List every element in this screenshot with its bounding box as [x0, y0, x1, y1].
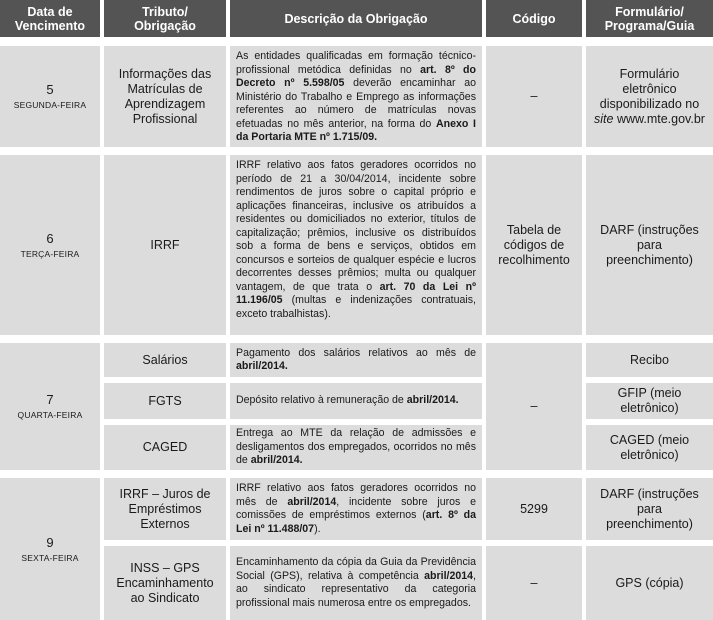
tributo-text: CAGED: [142, 440, 188, 454]
tributo-cell: [104, 343, 226, 377]
weekday: TERÇA-FEIRA: [20, 248, 80, 259]
formulario-text: Recibo: [630, 352, 669, 367]
formulario-italic: site: [594, 111, 614, 126]
formulario-text: GFIP (meio eletrônico): [617, 386, 682, 415]
tributo-cell: [104, 546, 226, 620]
tributo-text: INSS – GPS Encaminhamento ao Sindicato: [116, 560, 214, 605]
formulario-cell: [586, 478, 713, 540]
formulario-cell: [586, 46, 713, 147]
formulario-text: DARF (instruções para preenchimento): [600, 222, 699, 267]
descricao-run: IRRF relativo aos fatos geradores ocorridos no mês de: [236, 482, 476, 508]
descricao-text: [236, 427, 476, 468]
descricao-cell: [230, 546, 482, 620]
descricao-cell: [230, 155, 482, 335]
date-cell: [0, 46, 100, 147]
descricao-cell: [230, 343, 482, 377]
tributo-cell: [104, 383, 226, 419]
codigo-text: 5299: [520, 501, 548, 516]
descricao-bold-run: abril/2014: [287, 495, 337, 508]
date-cell: [0, 343, 100, 470]
date-number: 6: [46, 230, 54, 246]
codigo-text: –: [530, 89, 538, 103]
formulario-text: [592, 67, 707, 127]
date-cell: [0, 478, 100, 620]
date-number: 9: [46, 534, 54, 550]
weekday: SEGUNDA-FEIRA: [13, 100, 87, 110]
descricao-bold-run: Anexo I da Portaria MTE nº 1.715/09.: [236, 117, 476, 143]
header-line: Data de: [27, 4, 73, 19]
header-codigo: [486, 0, 582, 37]
tributo-text: FGTS: [148, 393, 182, 408]
header-line: Programa/Guia: [604, 18, 695, 33]
formulario-part: www.mte.gov.br: [613, 111, 705, 126]
tributo-cell: [104, 478, 226, 540]
descricao-bold-run: art. 8º da Lei nº 11.488/07: [236, 509, 476, 535]
header-line: Formulário/: [615, 4, 684, 19]
codigo-cell: [486, 155, 582, 335]
codigo-cell: [486, 343, 582, 470]
tributo-text: Salários: [142, 352, 188, 367]
tributo-text: Informações das Matrículas de Aprendizagem Profissional: [118, 66, 212, 126]
header-line: Código: [512, 11, 556, 26]
descricao-run: As entidades qualificadas em formação técnico-profissional metódica definidas no: [236, 50, 476, 76]
descricao-bold-run: abril/2014.: [236, 360, 288, 372]
formulario-text: DARF (instruções para preenchimento): [600, 486, 699, 531]
tributo-text: IRRF – Juros de Empréstimos Externos: [119, 486, 211, 531]
descricao-run: ).: [314, 522, 321, 535]
codigo-cell: [486, 478, 582, 540]
descricao-run: IRRF relativo aos fatos geradores ocorridos no período de 21 a 30/04/2014, incidente sobre rendimentos de juros sobre o capital próprio e aplicações financeiras, inclusive os atribuídos a residentes ou domiciliados no exterior, títulos de capitalização; prêmios, inclusive os distribuídos sob a forma de bens e serviços, obtidos em concursos e sorteios de qualquer espécie e lucros decorrentes desses prêmios; multa ou qualquer vantagem, de que trata o: [236, 159, 476, 293]
header-descricao: [230, 0, 482, 37]
descricao-run: Depósito relativo à remuneração de: [236, 394, 407, 407]
descricao-run: Entrega ao MTE da relação de admissões e desligamentos dos empregados, ocorridos no mês de: [236, 427, 476, 467]
header-line: Descrição da Obrigação: [284, 11, 428, 26]
codigo-text: –: [530, 575, 538, 590]
header-formulario: [586, 0, 713, 37]
formulario-cell: [586, 425, 713, 470]
header-line: Obrigação: [134, 18, 196, 33]
header-data-vencimento: [0, 0, 100, 37]
descricao-run: Pagamento dos salários relativos ao mês de: [236, 346, 476, 359]
descricao-run: (multas e indenizações contratuais, exceto trabalhistas).: [236, 294, 476, 320]
descricao-bold-run: abril/2014.: [250, 454, 303, 467]
descricao-text: [236, 394, 459, 408]
codigo-cell: [486, 546, 582, 620]
descricao-text: [236, 159, 476, 321]
header-line: Tributo/: [142, 4, 188, 19]
formulario-cell: [586, 155, 713, 335]
formulario-cell: [586, 546, 713, 620]
tributo-cell: [104, 425, 226, 470]
date-number: 5: [46, 82, 54, 97]
date-cell: [0, 155, 100, 335]
weekday: QUARTA-FEIRA: [17, 410, 83, 420]
descricao-run: , incidente sobre juros e comissões de empréstimos externos (: [236, 495, 477, 521]
descricao-cell: [230, 46, 482, 147]
weekday: SEXTA-FEIRA: [21, 552, 79, 563]
tributo-cell: [104, 155, 226, 335]
formulario-text: CAGED (meio eletrônico): [609, 432, 690, 462]
descricao-bold-run: art. 70 da Lei nº 11.196/05: [236, 280, 476, 306]
descricao-bold-run: art. 8º do Decreto nº 5.598/05: [236, 63, 476, 89]
codigo-cell: [486, 46, 582, 147]
descricao-bold-run: abril/2014.: [406, 394, 459, 407]
descricao-bold-run: abril/2014: [424, 569, 474, 582]
formulario-cell: [586, 343, 713, 377]
formulario-text: GPS (cópia): [615, 575, 684, 590]
header-line: Vencimento: [14, 18, 86, 33]
descricao-text: [236, 347, 476, 374]
descricao-text: [236, 50, 476, 145]
descricao-run: deverão encaminhar ao Ministério do Trabalho e Emprego as informações referentes ao número de matrículas novas efetuadas no mês anterior, na forma do: [236, 77, 476, 130]
descricao-run: , ao sindicato representativo da categoria profissional mais numerosa entre os empregados.: [236, 569, 476, 609]
descricao-cell: [230, 383, 482, 419]
descricao-cell: [230, 478, 482, 540]
codigo-text: Tabela de códigos de recolhimento: [498, 222, 570, 267]
tributo-text: IRRF: [150, 237, 180, 252]
descricao-run: Encaminhamento da cópia da Guia da Previdência Social (GPS), relativa à competência: [236, 556, 476, 582]
descricao-text: [236, 482, 476, 536]
codigo-text: –: [530, 399, 538, 413]
date-number: 7: [46, 392, 54, 407]
formulario-part: Formulário eletrônico disponibilizado no: [599, 66, 700, 111]
header-tributo: [104, 0, 226, 37]
descricao-text: [236, 556, 476, 610]
formulario-cell: [586, 383, 713, 419]
tributo-cell: [104, 46, 226, 147]
descricao-cell: [230, 425, 482, 470]
